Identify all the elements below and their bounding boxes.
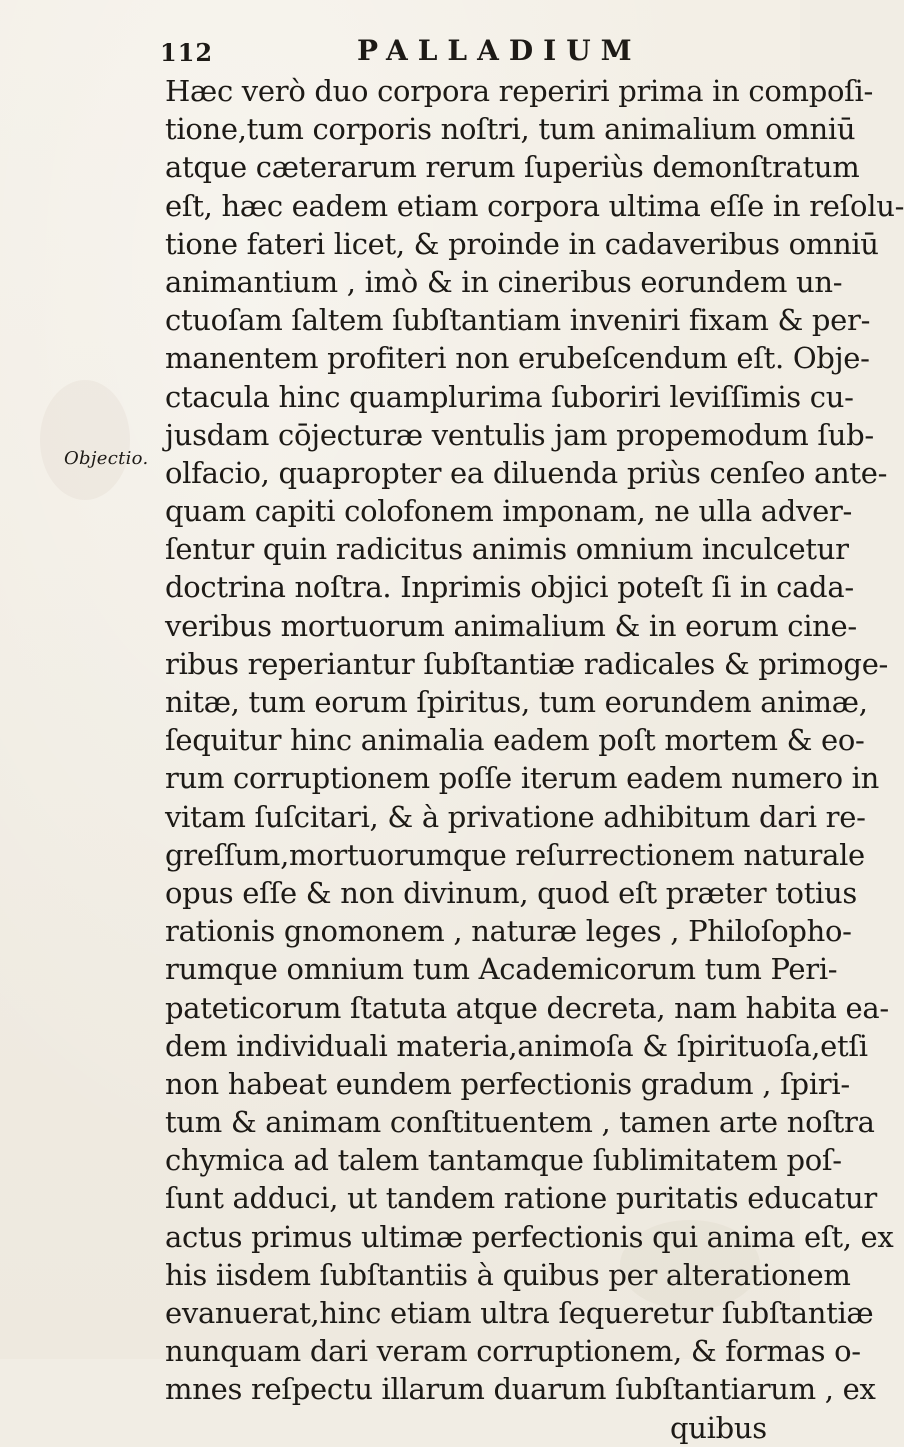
- text-line: veribus mortuorum animalium & in eorum cine-: [165, 608, 857, 643]
- text-line: greſſum,mortuorumque reſurrectionem naturale: [165, 837, 865, 872]
- running-title: PALLADIUM: [357, 34, 642, 67]
- text-line: his iisdem ſubſtantiis à quibus per alterationem: [165, 1257, 851, 1292]
- page-number: 112: [160, 38, 214, 67]
- text-line: rum corruptionem poſſe iterum eadem numero in: [165, 761, 879, 796]
- text-line: evanuerat,hinc etiam ultra ſequeretur ſubſtantiæ: [165, 1296, 874, 1330]
- text-line: olfacio, quapropter ea diluenda priùs cenſeo ante-: [165, 455, 888, 490]
- text-line: pateticorum ſtatuta atque decreta, nam habita ea-: [165, 990, 889, 1025]
- text-line: actus primus ultimæ perfectionis qui anima eſt, ex: [165, 1219, 894, 1254]
- text-line: Hæc verò duo corpora reperiri prima in compoſi-: [165, 74, 874, 108]
- text-line: nunquam dari veram corruptionem, & formas o-: [165, 1334, 861, 1369]
- text-line: ribus reperiantur ſubſtantiæ radicales & primoge-: [165, 646, 889, 681]
- text-line: opus eſſe & non divinum, quod eſt præter totius: [165, 875, 857, 910]
- text-line: quam capiti colofonem imponam, ne ulla adver-: [165, 494, 853, 529]
- text-line: vitam ſuſcitari, & à privatione adhibitum dari re-: [165, 799, 866, 834]
- text-line: eſt, hæc eadem etiam corpora ultima eſſe in reſolu-: [165, 188, 904, 223]
- text-line: atque cæterarum rerum ſuperiùs demonſtratum: [165, 150, 860, 185]
- text-line: ctuoſam ſaltem ſubſtantiam inveniri fixam & per-: [165, 303, 871, 338]
- text-line: animantium , imò & in cineribus eorundem un-: [165, 264, 843, 299]
- paper-stain: [40, 380, 130, 500]
- text-line: jusdam cōjecturæ ventulis jam propemodum ſub-: [165, 417, 874, 452]
- text-line: tione fateri licet, & proinde in cadaveribus omniū: [165, 226, 879, 261]
- text-line: rumque omnium tum Academicorum tum Peri-: [165, 952, 838, 987]
- text-line: ſentur quin radicitus animis omnium inculcetur: [165, 532, 849, 567]
- margin-note: Objectio.: [64, 448, 149, 469]
- text-line: non habeat eundem perfectionis gradum , ſpiri-: [165, 1066, 850, 1101]
- text-line: manentem profiteri non erubeſcendum eſt. Obje-: [165, 341, 870, 376]
- text-line: nitæ, tum eorum ſpiritus, tum eorundem animæ,: [165, 685, 868, 719]
- text-line: chymica ad talem tantamque ſublimitatem poſ-: [165, 1143, 842, 1178]
- text-line: tione,tum corporis noſtri, tum animalium omniū: [165, 112, 856, 147]
- body-text: [165, 72, 904, 1447]
- text-line: mnes reſpectu illarum duarum ſubſtantiarum , ex: [165, 1372, 876, 1407]
- text-line: tum & animam conſtituentem , tamen arte noſtra: [165, 1105, 875, 1140]
- text-line: dem individuali materia,animoſa & ſpirituoſa,etſi: [165, 1028, 868, 1063]
- text-line: doctrina noſtra. Inprimis objici poteſt ſi in cada-: [165, 570, 854, 605]
- text-line: ſequitur hinc animalia eadem poſt mortem & eo-: [165, 723, 865, 758]
- catchword: quibus: [670, 1410, 767, 1445]
- text-line: ſunt adduci, ut tandem ratione puritatis educatur: [165, 1181, 877, 1216]
- text-line: rationis gnomonem , naturæ leges , Philoſopho-: [165, 914, 852, 949]
- text-line: ctacula hinc quamplurima ſuboriri leviſſimis cu-: [165, 379, 854, 414]
